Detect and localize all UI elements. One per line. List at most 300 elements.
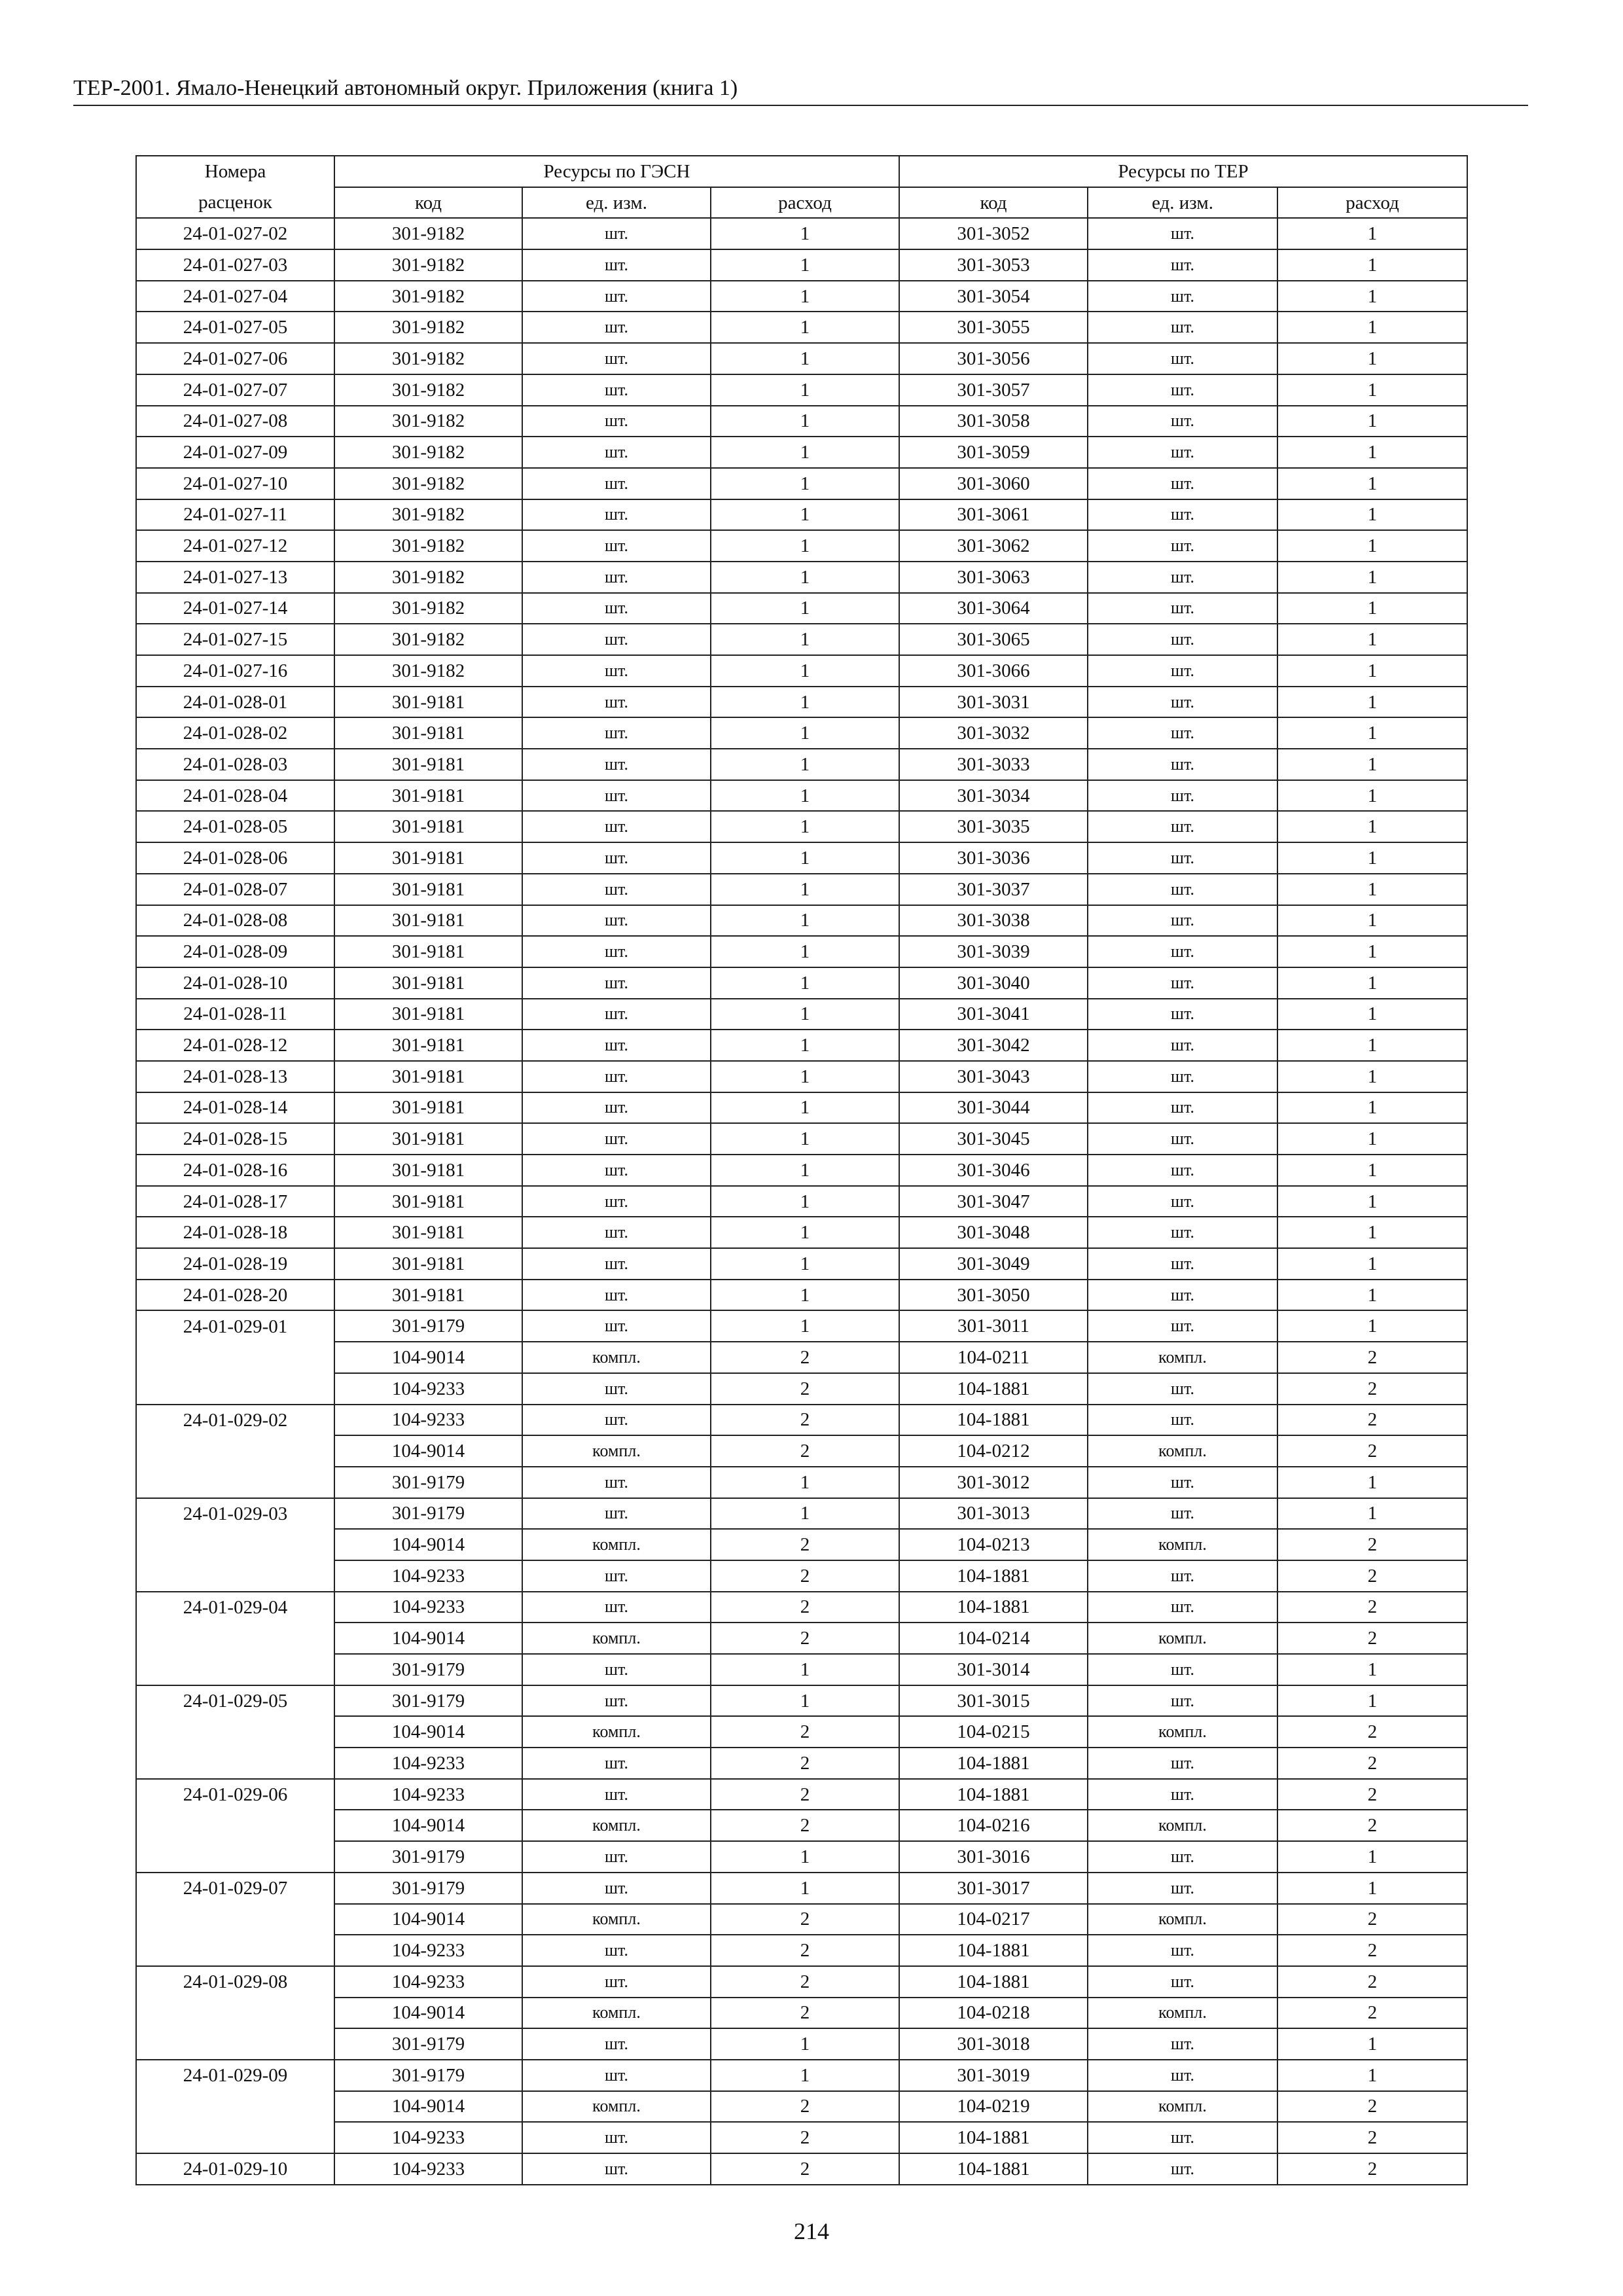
cell-ter-code: 301-3035 [899,811,1088,842]
table-row [136,1529,1467,1560]
cell-ter-code: 301-3013 [899,1498,1088,1530]
cell-ter-unit: шт. [1088,374,1277,406]
cell-gesn-unit: шт. [522,249,711,281]
cell-gesn-consumption: 2 [711,1623,899,1654]
table-row [136,842,1467,874]
cell-gesn-code: 301-9179 [334,2060,522,2091]
cell-gesn-consumption: 1 [711,2060,899,2091]
cell-gesn-unit: шт. [522,1186,711,1217]
col-group-gesn: Ресурсы по ГЭСН [334,156,899,187]
cell-ter-consumption: 1 [1277,1280,1467,1311]
cell-ter-consumption: 2 [1277,1810,1467,1841]
cell-rate-number: 24-01-029-04 [136,1592,334,1623]
cell-gesn-unit: шт. [522,1310,711,1342]
cell-gesn-unit: шт. [522,1592,711,1623]
cell-gesn-unit: шт. [522,1248,711,1280]
cell-ter-unit: шт. [1088,905,1277,937]
cell-ter-unit: шт. [1088,1467,1277,1498]
cell-ter-code: 301-3033 [899,749,1088,780]
cell-gesn-code: 301-9181 [334,1123,522,1155]
cell-ter-code: 301-3065 [899,624,1088,655]
cell-gesn-code: 301-9182 [334,530,522,562]
cell-gesn-code: 301-9182 [334,655,522,687]
cell-gesn-consumption: 1 [711,1467,899,1498]
table-row [136,1405,1467,1436]
cell-gesn-consumption: 1 [711,1654,899,1685]
cell-gesn-code: 301-9181 [334,717,522,749]
cell-ter-consumption: 1 [1277,1248,1467,1280]
cell-ter-consumption: 1 [1277,406,1467,437]
cell-ter-unit: шт. [1088,468,1277,499]
cell-ter-consumption: 2 [1277,2091,1467,2123]
cell-gesn-unit: шт. [522,281,711,312]
cell-ter-unit: шт. [1088,1030,1277,1061]
table-row [136,1779,1467,1810]
cell-gesn-consumption: 1 [711,1123,899,1155]
cell-ter-unit: шт. [1088,874,1277,905]
cell-gesn-code: 301-9179 [334,1310,522,1342]
cell-ter-code: 301-3056 [899,343,1088,374]
cell-gesn-code: 301-9181 [334,1092,522,1124]
cell-rate-number: 24-01-027-11 [136,499,334,531]
cell-ter-code: 301-3019 [899,2060,1088,2091]
cell-gesn-consumption: 1 [711,874,899,905]
table-row [136,687,1467,718]
cell-ter-code: 301-3037 [899,874,1088,905]
cell-ter-code: 104-1881 [899,1592,1088,1623]
table-row [136,967,1467,999]
cell-ter-code: 301-3012 [899,1467,1088,1498]
cell-rate-number: 24-01-028-06 [136,842,334,874]
cell-gesn-consumption: 2 [711,1592,899,1623]
cell-ter-unit: шт. [1088,1966,1277,1998]
table-row [136,717,1467,749]
cell-gesn-code: 301-9182 [334,249,522,281]
cell-gesn-consumption: 1 [711,936,899,967]
cell-rate-number: 24-01-027-09 [136,437,334,468]
cell-ter-consumption: 1 [1277,374,1467,406]
cell-ter-consumption: 1 [1277,281,1467,312]
cell-ter-unit: шт. [1088,562,1277,593]
cell-gesn-code: 301-9181 [334,1280,522,1311]
cell-gesn-consumption: 1 [711,780,899,812]
cell-gesn-consumption: 1 [711,1498,899,1530]
cell-gesn-consumption: 1 [711,374,899,406]
cell-gesn-unit: шт. [522,1873,711,1904]
cell-gesn-code: 301-9179 [334,1685,522,1717]
cell-ter-unit: шт. [1088,999,1277,1030]
cell-ter-unit: шт. [1088,1061,1277,1092]
cell-ter-code: 301-3015 [899,1685,1088,1717]
cell-ter-code: 104-0219 [899,2091,1088,2123]
cell-ter-consumption: 2 [1277,1435,1467,1467]
table-row [136,2060,1467,2091]
cell-ter-consumption: 2 [1277,1560,1467,1592]
cell-gesn-consumption: 2 [711,1998,899,2029]
cell-ter-consumption: 1 [1277,2060,1467,2091]
cell-ter-consumption: 1 [1277,1685,1467,1717]
cell-ter-consumption: 1 [1277,780,1467,812]
cell-ter-consumption: 1 [1277,811,1467,842]
cell-gesn-consumption: 1 [711,999,899,1030]
cell-ter-code: 301-3062 [899,530,1088,562]
cell-ter-code: 104-0214 [899,1623,1088,1654]
cell-ter-code: 104-0213 [899,1529,1088,1560]
cell-gesn-unit: шт. [522,1373,711,1405]
cell-ter-code: 301-3034 [899,780,1088,812]
cell-rate-number: 24-01-029-10 [136,2153,334,2185]
cell-gesn-code: 104-9014 [334,2091,522,2123]
cell-gesn-unit: шт. [522,1061,711,1092]
cell-gesn-code: 301-9181 [334,967,522,999]
cell-gesn-code: 104-9014 [334,1998,522,2029]
cell-gesn-code: 301-9182 [334,437,522,468]
cell-rate-number: 24-01-028-07 [136,874,334,905]
cell-gesn-code: 301-9182 [334,406,522,437]
cell-gesn-unit: шт. [522,2122,711,2153]
cell-ter-unit: шт. [1088,1280,1277,1311]
cell-gesn-unit: шт. [522,655,711,687]
cell-gesn-consumption: 1 [711,218,899,249]
cell-ter-code: 301-3011 [899,1310,1088,1342]
cell-gesn-code: 301-9181 [334,687,522,718]
cell-rate-number: 24-01-028-20 [136,1280,334,1311]
cell-rate-number [136,1435,334,1467]
cell-ter-consumption: 1 [1277,1467,1467,1498]
cell-ter-consumption: 2 [1277,1779,1467,1810]
cell-gesn-unit: шт. [522,1155,711,1186]
cell-rate-number: 24-01-028-17 [136,1186,334,1217]
cell-gesn-code: 301-9182 [334,374,522,406]
cell-ter-code: 301-3064 [899,593,1088,624]
cell-ter-code: 104-1881 [899,1935,1088,1966]
cell-rate-number [136,1841,334,1873]
cell-gesn-consumption: 2 [711,2153,899,2185]
cell-gesn-code: 301-9181 [334,936,522,967]
cell-gesn-code: 104-9233 [334,1779,522,1810]
cell-gesn-consumption: 1 [711,905,899,937]
cell-gesn-consumption: 1 [711,281,899,312]
cell-gesn-consumption: 1 [711,1310,899,1342]
table-row [136,2028,1467,2060]
cell-gesn-consumption: 2 [711,1779,899,1810]
cell-rate-number [136,2122,334,2153]
cell-gesn-consumption: 2 [711,1716,899,1748]
cell-rate-number: 24-01-029-03 [136,1498,334,1530]
cell-ter-code: 301-3032 [899,717,1088,749]
cell-gesn-unit: шт. [522,811,711,842]
cell-ter-consumption: 1 [1277,562,1467,593]
cell-ter-code: 301-3046 [899,1155,1088,1186]
cell-rate-number [136,1529,334,1560]
table-row [136,1904,1467,1935]
cell-gesn-unit: шт. [522,967,711,999]
cell-gesn-unit: шт. [522,2153,711,2185]
cell-ter-code: 104-1881 [899,2122,1088,2153]
cell-gesn-code: 301-9181 [334,749,522,780]
table-row [136,1560,1467,1592]
cell-gesn-consumption: 1 [711,406,899,437]
cell-gesn-unit: шт. [522,905,711,937]
cell-rate-number: 24-01-028-19 [136,1248,334,1280]
cell-ter-unit: шт. [1088,2153,1277,2185]
cell-ter-consumption: 1 [1277,842,1467,874]
cell-ter-consumption: 1 [1277,1217,1467,1248]
cell-gesn-consumption: 1 [711,249,899,281]
table-row [136,1061,1467,1092]
cell-ter-code: 104-0217 [899,1904,1088,1935]
table-row [136,1435,1467,1467]
cell-gesn-code: 301-9179 [334,1467,522,1498]
cell-gesn-unit: шт. [522,842,711,874]
cell-ter-unit: шт. [1088,1873,1277,1904]
cell-ter-code: 301-3053 [899,249,1088,281]
cell-gesn-consumption: 1 [711,1217,899,1248]
cell-rate-number: 24-01-027-06 [136,343,334,374]
cell-rate-number [136,1373,334,1405]
cell-gesn-code: 104-9233 [334,1560,522,1592]
cell-gesn-unit: шт. [522,749,711,780]
table-row [136,999,1467,1030]
table-row [136,312,1467,343]
cell-ter-consumption: 1 [1277,967,1467,999]
cell-ter-code: 301-3036 [899,842,1088,874]
cell-ter-unit: шт. [1088,312,1277,343]
col-header-numbers: Номера [136,156,334,187]
table-row [136,1248,1467,1280]
cell-gesn-unit: шт. [522,936,711,967]
cell-gesn-code: 104-9233 [334,2122,522,2153]
cell-gesn-consumption: 1 [711,562,899,593]
cell-gesn-code: 301-9182 [334,281,522,312]
cell-rate-number: 24-01-029-07 [136,1873,334,1904]
cell-ter-unit: шт. [1088,624,1277,655]
cell-ter-consumption: 1 [1277,1310,1467,1342]
table-row [136,905,1467,937]
cell-gesn-consumption: 1 [711,1685,899,1717]
cell-ter-code: 301-3047 [899,1186,1088,1217]
cell-ter-unit: компл. [1088,1716,1277,1748]
cell-ter-consumption: 1 [1277,874,1467,905]
cell-ter-code: 104-1881 [899,1373,1088,1405]
cell-ter-code: 104-1881 [899,1748,1088,1779]
cell-gesn-code: 104-9233 [334,2153,522,2185]
cell-gesn-consumption: 1 [711,811,899,842]
cell-gesn-consumption: 1 [711,842,899,874]
cell-gesn-unit: компл. [522,1623,711,1654]
cell-ter-unit: шт. [1088,1155,1277,1186]
table-row [136,1217,1467,1248]
cell-ter-unit: шт. [1088,1654,1277,1685]
cell-gesn-code: 301-9181 [334,780,522,812]
cell-gesn-code: 301-9179 [334,2028,522,2060]
cell-gesn-code: 301-9181 [334,1217,522,1248]
table-row [136,593,1467,624]
cell-gesn-unit: шт. [522,1966,711,1998]
cell-ter-unit: шт. [1088,1685,1277,1717]
table-row [136,437,1467,468]
cell-rate-number: 24-01-028-12 [136,1030,334,1061]
cell-gesn-code: 104-9233 [334,1966,522,1998]
cell-gesn-code: 104-9233 [334,1405,522,1436]
cell-gesn-consumption: 1 [711,655,899,687]
cell-ter-consumption: 1 [1277,593,1467,624]
cell-ter-consumption: 2 [1277,1966,1467,1998]
cell-ter-code: 104-0218 [899,1998,1088,2029]
table-row [136,1935,1467,1966]
cell-ter-unit: шт. [1088,1186,1277,1217]
cell-ter-unit: шт. [1088,2060,1277,2091]
cell-gesn-unit: шт. [522,1935,711,1966]
cell-ter-consumption: 1 [1277,249,1467,281]
cell-gesn-code: 301-9181 [334,842,522,874]
col-header-ter-unit: ед. изм. [1088,187,1277,219]
cell-ter-unit: компл. [1088,1904,1277,1935]
cell-ter-unit: шт. [1088,1935,1277,1966]
cell-ter-unit: шт. [1088,1560,1277,1592]
cell-rate-number [136,1560,334,1592]
cell-ter-code: 301-3057 [899,374,1088,406]
cell-rate-number [136,1810,334,1841]
table-row [136,1280,1467,1311]
table-row [136,1373,1467,1405]
cell-gesn-unit: шт. [522,1841,711,1873]
cell-ter-unit: шт. [1088,717,1277,749]
cell-gesn-consumption: 1 [711,499,899,531]
cell-ter-code: 301-3066 [899,655,1088,687]
cell-gesn-consumption: 2 [711,2122,899,2153]
cell-gesn-unit: компл. [522,1998,711,2029]
col-header-gesn-code: код [334,187,522,219]
cell-rate-number: 24-01-028-02 [136,717,334,749]
cell-ter-unit: шт. [1088,1217,1277,1248]
cell-gesn-consumption: 1 [711,1280,899,1311]
cell-ter-consumption: 1 [1277,1841,1467,1873]
cell-ter-code: 104-1881 [899,1560,1088,1592]
cell-rate-number: 24-01-029-08 [136,1966,334,1998]
cell-rate-number: 24-01-027-13 [136,562,334,593]
cell-gesn-code: 301-9179 [334,1498,522,1530]
cell-ter-code: 301-3048 [899,1217,1088,1248]
table-row [136,811,1467,842]
table-row [136,1623,1467,1654]
table-row [136,1841,1467,1873]
cell-ter-unit: шт. [1088,218,1277,249]
cell-rate-number: 24-01-027-05 [136,312,334,343]
cell-ter-consumption: 2 [1277,1405,1467,1436]
cell-ter-code: 104-0211 [899,1342,1088,1373]
cell-ter-consumption: 2 [1277,1592,1467,1623]
cell-gesn-consumption: 2 [711,1904,899,1935]
cell-gesn-unit: компл. [522,1716,711,1748]
cell-rate-number [136,1467,334,1498]
cell-rate-number: 24-01-029-01 [136,1310,334,1342]
cell-gesn-unit: шт. [522,1748,711,1779]
table-row [136,1310,1467,1342]
table-row [136,1155,1467,1186]
cell-gesn-consumption: 1 [711,1155,899,1186]
cell-gesn-unit: шт. [522,1123,711,1155]
cell-gesn-unit: шт. [522,1405,711,1436]
cell-gesn-code: 301-9181 [334,905,522,937]
cell-ter-unit: компл. [1088,2091,1277,2123]
cell-ter-unit: шт. [1088,780,1277,812]
cell-ter-code: 301-3014 [899,1654,1088,1685]
cell-ter-consumption: 1 [1277,1123,1467,1155]
cell-gesn-consumption: 1 [711,343,899,374]
cell-gesn-code: 301-9181 [334,1061,522,1092]
cell-ter-consumption: 2 [1277,1935,1467,1966]
table-row [136,1998,1467,2029]
cell-rate-number: 24-01-028-18 [136,1217,334,1248]
cell-ter-consumption: 1 [1277,1092,1467,1124]
cell-ter-unit: компл. [1088,1810,1277,1841]
col-header-gesn-consumption: расход [711,187,899,219]
cell-ter-code: 104-1881 [899,1405,1088,1436]
cell-gesn-code: 301-9182 [334,343,522,374]
cell-gesn-unit: компл. [522,1529,711,1560]
cell-rate-number: 24-01-028-10 [136,967,334,999]
cell-ter-consumption: 1 [1277,437,1467,468]
cell-ter-code: 301-3041 [899,999,1088,1030]
cell-gesn-consumption: 1 [711,967,899,999]
cell-gesn-consumption: 1 [711,1092,899,1124]
cell-gesn-code: 301-9181 [334,874,522,905]
cell-gesn-consumption: 1 [711,437,899,468]
cell-gesn-consumption: 1 [711,2028,899,2060]
cell-ter-consumption: 1 [1277,999,1467,1030]
cell-gesn-consumption: 1 [711,624,899,655]
cell-ter-consumption: 2 [1277,1716,1467,1748]
cell-rate-number: 24-01-027-08 [136,406,334,437]
cell-rate-number [136,1748,334,1779]
cell-ter-code: 301-3039 [899,936,1088,967]
cell-gesn-consumption: 1 [711,1841,899,1873]
cell-ter-code: 301-3040 [899,967,1088,999]
cell-ter-code: 104-1881 [899,1779,1088,1810]
cell-ter-code: 301-3060 [899,468,1088,499]
cell-rate-number: 24-01-027-02 [136,218,334,249]
cell-rate-number: 24-01-027-07 [136,374,334,406]
cell-gesn-code: 104-9233 [334,1748,522,1779]
cell-gesn-consumption: 2 [711,1748,899,1779]
cell-gesn-unit: компл. [522,1342,711,1373]
cell-rate-number: 24-01-028-04 [136,780,334,812]
cell-rate-number: 24-01-029-09 [136,2060,334,2091]
cell-rate-number [136,1342,334,1373]
cell-gesn-unit: шт. [522,562,711,593]
cell-rate-number: 24-01-027-16 [136,655,334,687]
cell-ter-consumption: 1 [1277,1186,1467,1217]
cell-gesn-code: 104-9233 [334,1373,522,1405]
cell-ter-code: 301-3018 [899,2028,1088,2060]
cell-gesn-consumption: 2 [711,2091,899,2123]
cell-ter-consumption: 1 [1277,1061,1467,1092]
cell-gesn-unit: компл. [522,2091,711,2123]
cell-rate-number: 24-01-029-02 [136,1405,334,1436]
cell-ter-consumption: 1 [1277,1873,1467,1904]
cell-ter-code: 301-3059 [899,437,1088,468]
table-row [136,374,1467,406]
cell-rate-number: 24-01-027-04 [136,281,334,312]
cell-gesn-unit: шт. [522,1280,711,1311]
cell-rate-number [136,1904,334,1935]
cell-ter-consumption: 1 [1277,2028,1467,2060]
cell-ter-code: 301-3017 [899,1873,1088,1904]
cell-gesn-code: 301-9179 [334,1841,522,1873]
cell-ter-consumption: 1 [1277,1654,1467,1685]
cell-rate-number: 24-01-028-15 [136,1123,334,1155]
